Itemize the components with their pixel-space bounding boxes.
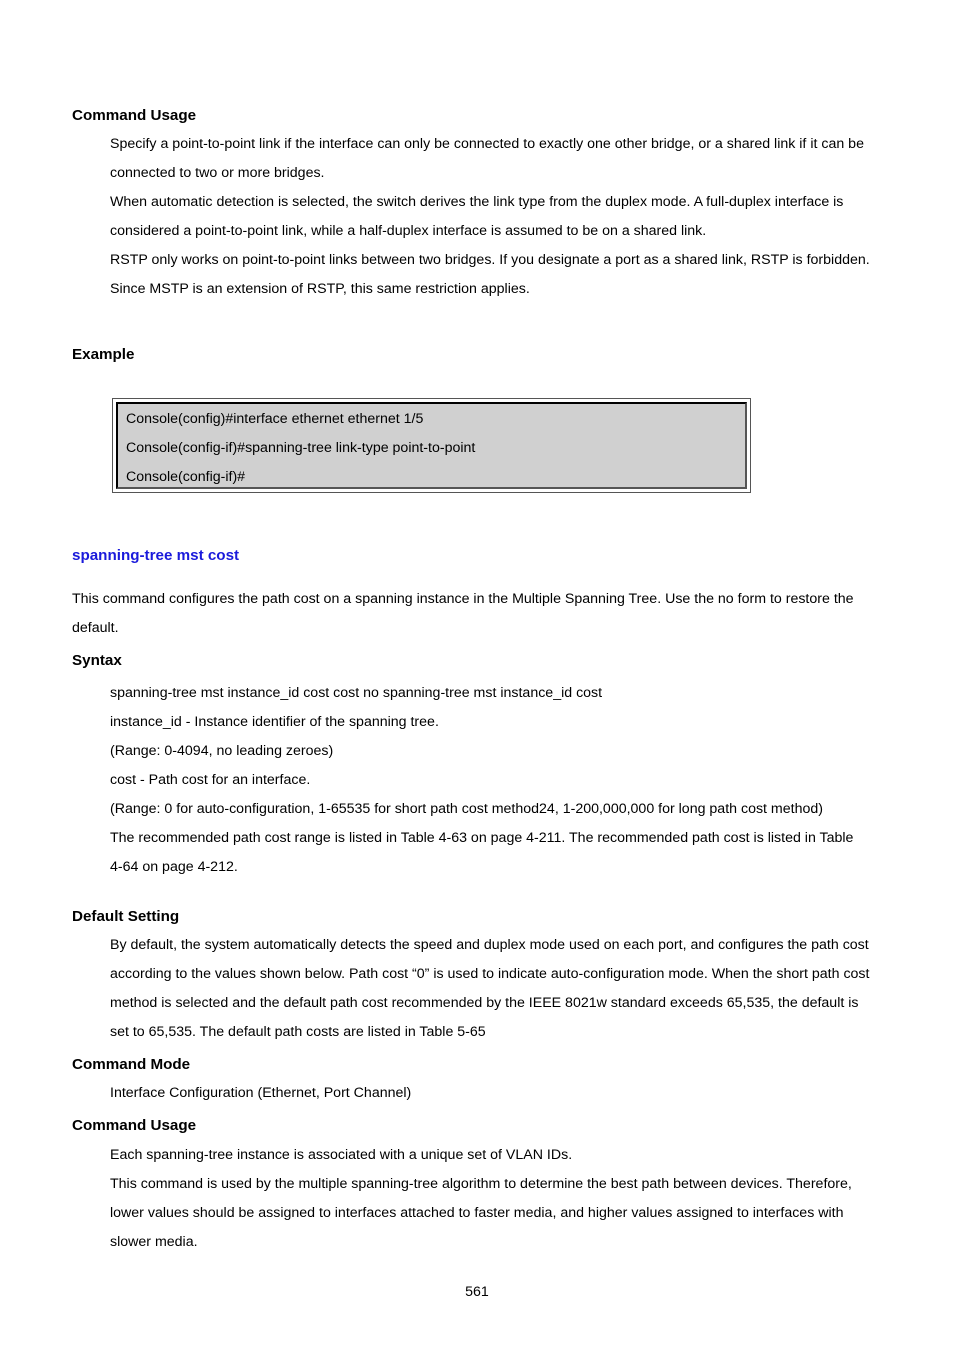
default-setting-text [110,931,890,1047]
paragraph-line: By default, the system automatically detects the speed and duplex mode used on each port, and configures the path cost [110,937,869,953]
console-line: Console(config)#interface ethernet ethernet 1/5 [126,411,424,427]
console-example-box [112,398,751,493]
paragraph-line: connected to two or more bridges. [110,165,325,181]
command-mode-text [110,1079,890,1108]
console-panel [116,402,747,489]
paragraph-line: cost - Path cost for an interface. [110,772,311,788]
paragraph-line: set to 65,535. The default path costs are listed in Table 5-65 [110,1024,486,1040]
paragraph-line: This command is used by the multiple spanning-tree algorithm to determine the best path between devices. Therefore, [110,1176,852,1192]
paragraph-line: considered a point-to-point link, while a half-duplex interface is assumed to be on a shared link. [110,223,707,239]
paragraph-line: (Range: 0-4094, no leading zeroes) [110,743,334,759]
command-description [72,585,890,643]
syntax-text [110,679,890,882]
page-number: 561 [465,1284,489,1300]
paragraph-line: method is selected and the default path cost recommended by the IEEE 8021w standard exceeds 65,535, the default is [110,995,859,1011]
command-usage-text [110,130,890,304]
paragraph-line: instance_id - Instance identifier of the spanning tree. [110,714,439,730]
example-heading: Example [72,346,135,363]
console-line: Console(config-if)#spanning-tree link-type point-to-point [126,440,476,456]
paragraph-line: slower media. [110,1234,198,1250]
paragraph-line: Specify a point-to-point link if the interface can only be connected to exactly one other bridge, or a shared link if it can be [110,136,864,152]
paragraph-line: Each spanning-tree instance is associated with a unique set of VLAN IDs. [110,1147,573,1163]
paragraph-line: default. [72,620,119,636]
paragraph-line: Since MSTP is an extension of RSTP, this same restriction applies. [110,281,530,297]
paragraph-line: When automatic detection is selected, the switch derives the link type from the duplex mode. A full-duplex interface is [110,194,844,210]
command-title: spanning-tree mst cost [72,547,240,564]
command-usage-heading-2: Command Usage [72,1117,197,1134]
paragraph-line: 4-64 on page 4-212. [110,859,238,875]
paragraph-line: This command configures the path cost on a spanning instance in the Multiple Spanning Tree. Use the no form to restore the [72,591,854,607]
console-line: Console(config-if)# [126,469,246,485]
command-usage-text-2 [110,1141,890,1257]
paragraph-line: RSTP only works on point-to-point links between two bridges. If you designate a port as a shared link, RSTP is forbidden. [110,252,870,268]
paragraph-line: Interface Configuration (Ethernet, Port Channel) [110,1085,412,1101]
paragraph-line: spanning-tree mst instance_id cost cost no spanning-tree mst instance_id cost [110,685,603,701]
syntax-heading: Syntax [72,652,122,669]
default-setting-heading: Default Setting [72,908,180,925]
paragraph-line: The recommended path cost range is listed in Table 4-63 on page 4-211. The recommended path cost is listed in Table [110,830,854,846]
paragraph-line: according to the values shown below. Path cost “0” is used to indicate auto-configuration mode. When the short path cost [110,966,870,982]
paragraph-line: lower values should be assigned to interfaces attached to faster media, and higher values assigned to interfaces with [110,1205,844,1221]
command-mode-heading: Command Mode [72,1056,191,1073]
command-usage-heading: Command Usage [72,107,197,124]
paragraph-line: (Range: 0 for auto-configuration, 1-65535 for short path cost method24, 1-200,000,000 for long path cost method) [110,801,823,817]
